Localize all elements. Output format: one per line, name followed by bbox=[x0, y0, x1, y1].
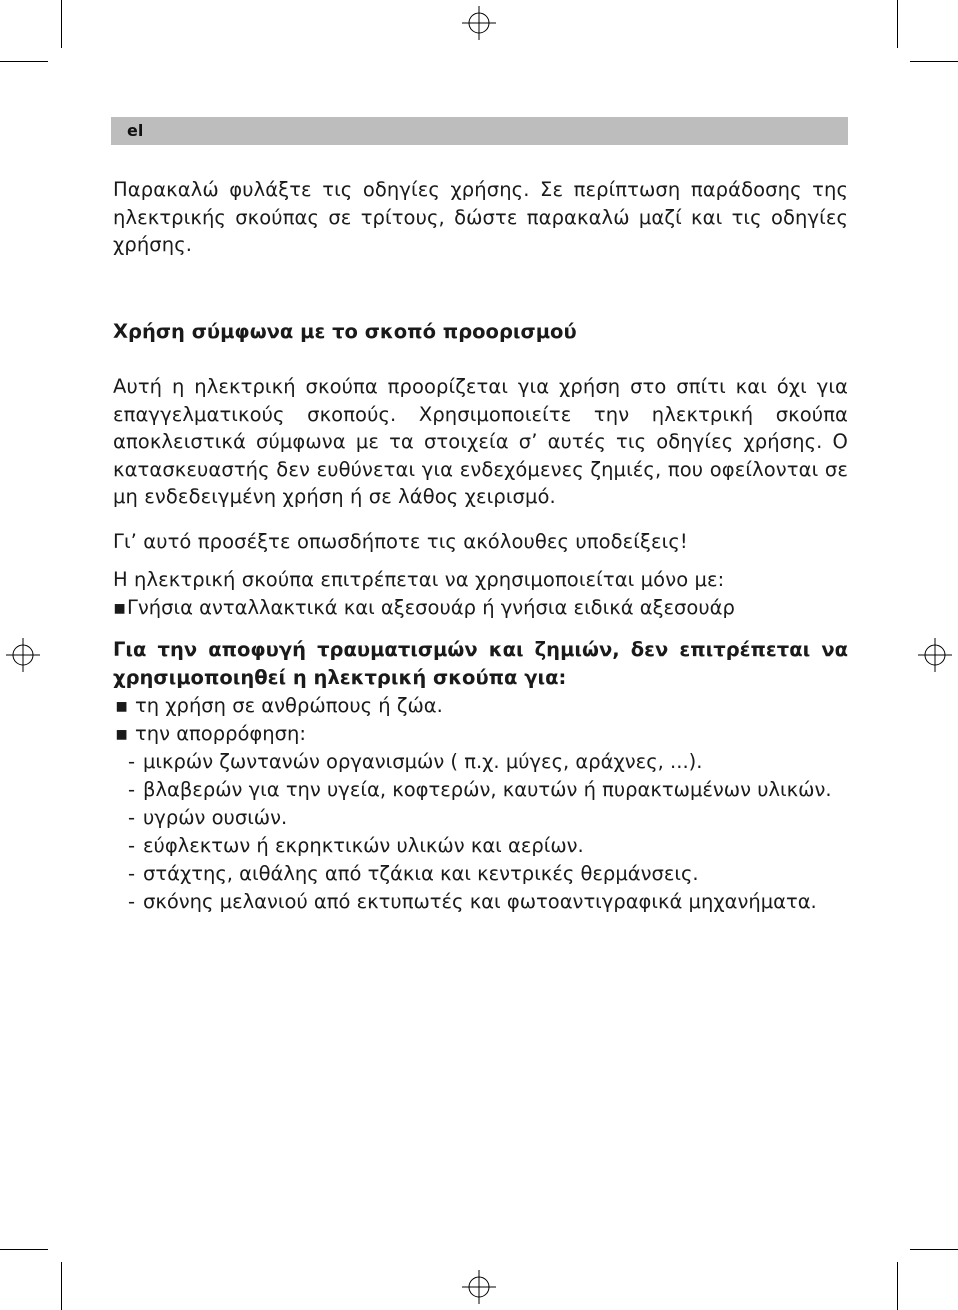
language-header-bar bbox=[111, 117, 848, 145]
registration-mark-icon bbox=[6, 638, 40, 672]
crop-mark bbox=[61, 1262, 62, 1310]
intro-paragraph: Παρακαλώ φυλάξτε τις οδηγίες χρήσης. Σε περίπτωση παράδοσης της ηλεκτρικής σκούπας σε τρίτους, δώστε παρακαλώ μαζί και τις οδηγίες χρήσης. bbox=[113, 178, 848, 256]
forbidden-sub-item: - στάχτης, αιθάλης από τζάκια και κεντρικές θερμάνσεις. bbox=[113, 860, 848, 888]
crop-mark bbox=[910, 1249, 958, 1250]
crop-mark bbox=[61, 0, 62, 48]
registration-mark-icon bbox=[918, 638, 952, 672]
allowed-intro: Η ηλεκτρική σκούπα επιτρέπεται να χρησιμοποιείται μόνο με: bbox=[113, 568, 725, 591]
notice-text: Γι’ αυτό προσέξτε οπωσδήποτε τις ακόλουθες υποδείξεις! bbox=[113, 530, 688, 553]
registration-mark-icon bbox=[462, 1270, 496, 1304]
forbidden-sub-item: - μικρών ζωντανών οργανισμών ( π.χ. μύγες, αράχνες, ...). bbox=[113, 748, 848, 776]
language-code: el bbox=[127, 121, 144, 140]
forbidden-item: ▪ την απορρόφηση: bbox=[113, 720, 848, 748]
forbidden-sub-item: - εύφλεκτων ή εκρηκτικών υλικών και αερίων. bbox=[113, 832, 848, 860]
allowed-item: ▪ Γνήσια ανταλλακτικά και αξεσουάρ ή γνήσια ειδικά αξεσουάρ bbox=[113, 594, 848, 622]
section-heading: Χρήση σύμφωνα με το σκοπό προορισμού bbox=[113, 320, 577, 343]
crop-mark bbox=[0, 61, 48, 62]
crop-mark bbox=[897, 1262, 898, 1310]
registration-mark-icon bbox=[462, 6, 496, 40]
forbidden-sub-item: - υγρών ουσιών. bbox=[113, 804, 848, 832]
warning-heading: Για την αποφυγή τραυματισμών και ζημιών, δεν επιτρέπεται να χρησιμοποιηθεί η ηλεκτρική σκούπα για: bbox=[113, 638, 848, 689]
forbidden-sub-item: - βλαβερών για την υγεία, κοφτερών, καυτών ή πυρακτωμένων υλικών. bbox=[113, 776, 848, 804]
purpose-paragraph: Αυτή η ηλεκτρική σκούπα προορίζεται για χρήση στο σπίτι και όχι για επαγγελματικούς σκοπούς. Χρησιμοποιείτε την ηλεκτρική σκούπα αποκλειστικά σύμφωνα με τα στοιχεία σ’ αυτές τις οδηγίες χρήσης. Ο κατασκευαστής δεν ευθύνεται για ενδεχόμενες ζημιές, που οφείλονται σε μη ενδεδειγμένη χρήση ή σε λάθος χειρισμό. bbox=[113, 375, 848, 508]
forbidden-sub-item: - σκόνης μελανιού από εκτυπωτές και φωτοαντιγραφικά μηχανήματα. bbox=[113, 888, 848, 916]
crop-mark bbox=[897, 0, 898, 48]
forbidden-item: ▪ τη χρήση σε ανθρώπους ή ζώα. bbox=[113, 692, 848, 720]
crop-mark bbox=[0, 1249, 48, 1250]
crop-mark bbox=[910, 61, 958, 62]
